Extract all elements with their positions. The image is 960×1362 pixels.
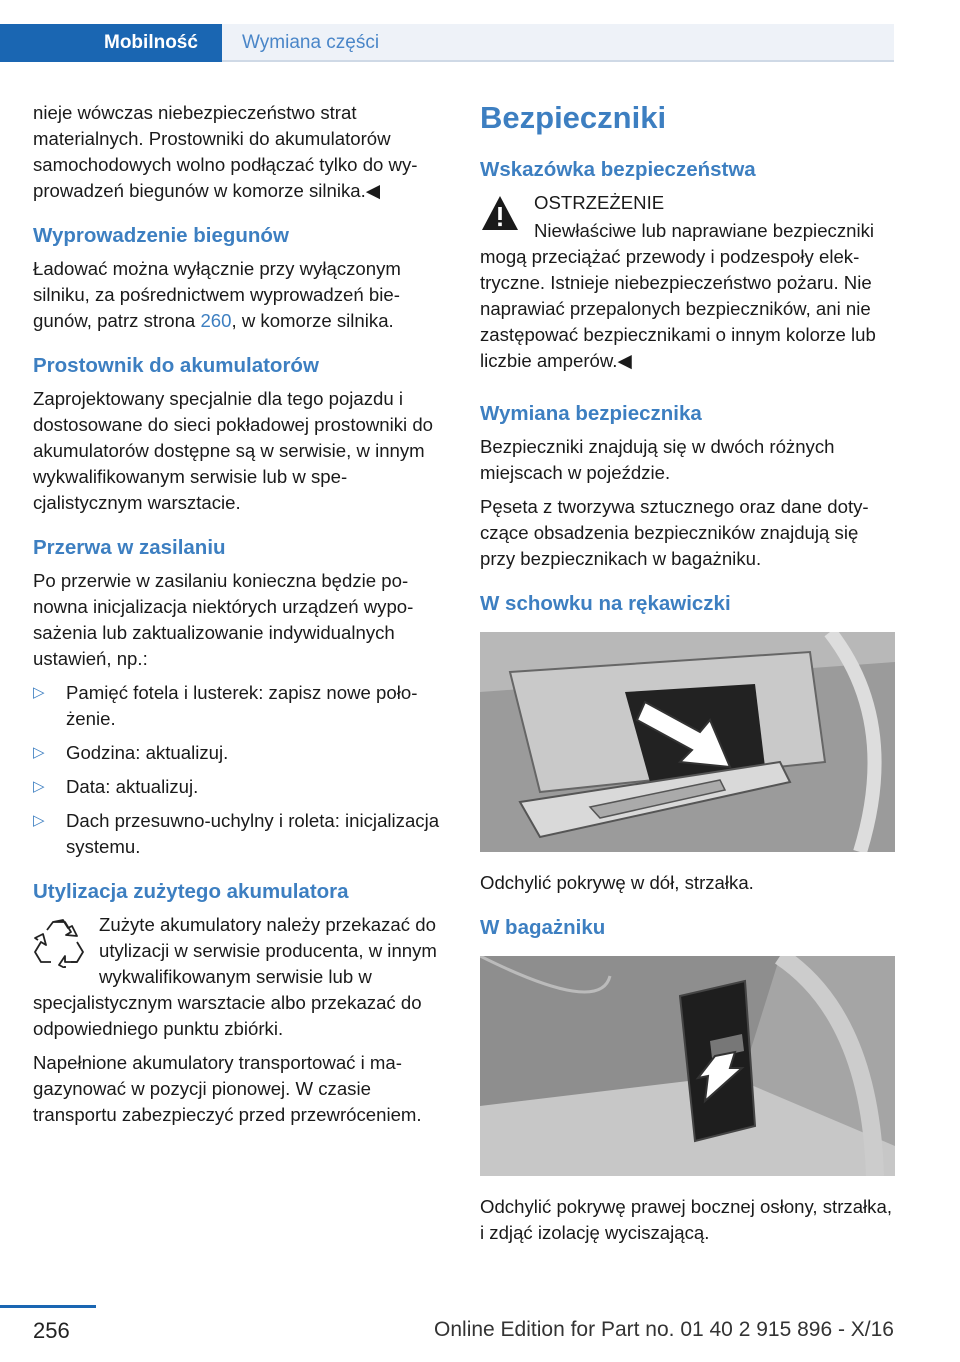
glovebox-caption: Odchylić pokrywę w dół, strzałka.	[480, 872, 754, 893]
disposal-paragraph: Zużyte akumulatory należy przekazać do utylizacji w serwisie producenta, w innym wykwalifikowanym serwisie lub w specjalistycznym warsztacie albo przekazać do odpowiedniego punktu zbiórki.	[33, 914, 437, 1039]
heading-glovebox: W schowku na rękawiczki	[480, 592, 731, 615]
list-item	[33, 680, 448, 732]
heading-trunk: W bagażniku	[480, 916, 606, 939]
poles-paragraph	[33, 256, 448, 334]
list-item	[33, 774, 448, 800]
bullet-triangle-icon: ▷	[33, 812, 45, 829]
list-item	[33, 740, 448, 766]
page-link-260[interactable]: 260	[200, 310, 232, 331]
recycle-icon	[33, 916, 85, 968]
charger-paragraph: Zaprojektowany specjalnie dla tego pojazdu i dostosowane do sieci pokładowej prostowniki do akumulatorów dostępne są w serwisie, w innym wykwalifikowanym serwisie lub w specjalistycznym warsztacie.	[33, 388, 434, 513]
heading-poles: Wyprowadzenie biegunów	[33, 224, 289, 247]
bullet-triangle-icon: ▷	[33, 778, 45, 795]
poles-text-2: , w komorze silnika.	[231, 310, 394, 331]
list-item	[33, 808, 448, 860]
heading-safety-note: Wskazówka bezpieczeństwa	[480, 158, 756, 181]
trunk-caption: Odchylić pokrywę prawej bocznej osłony, strzałka, i zdjąć izolację wyciszającą.	[480, 1196, 892, 1243]
glovebox-photo	[480, 632, 895, 852]
header-divider	[222, 60, 894, 62]
left-column	[33, 100, 448, 1136]
list-item-text: Godzina: aktualizuj.	[66, 742, 229, 763]
heading-disposal: Utylizacja zużytego akumulatora	[33, 880, 349, 903]
edition-footer: Online Edition for Part no. 01 40 2 915 896 - X/16	[434, 1318, 894, 1341]
power-paragraph: Po przerwie w zasilaniu konieczna będzie ponowna inicjalizacja niektórych urządzeń wyposażenia lub zaktualizowanie indywidualnych ustawień, np.:	[33, 570, 414, 669]
settings-list	[33, 680, 448, 860]
page-number: 256	[33, 1318, 70, 1343]
header-section-tab: Mobilność	[0, 24, 222, 62]
glovebox-illustration	[480, 632, 895, 852]
warning-triangle-icon	[480, 194, 520, 232]
heading-charger: Prostownik do akumulatorów	[33, 354, 319, 377]
transport-paragraph: Napełnione akumulatory transportować i magazynować w pozycji pionowej. W czasie transportu zabezpieczyć przed przewróceniem.	[33, 1052, 422, 1125]
disposal-block	[33, 912, 448, 1042]
footer-accent-bar	[0, 1305, 96, 1308]
replace-paragraph-1: Bezpieczniki znajdują się w dwóch różnych miejscach w pojeździe.	[480, 436, 835, 483]
bullet-triangle-icon: ▷	[33, 684, 45, 701]
continued-paragraph: nieje wówczas niebezpieczeństwo strat materialnych. Prostowniki do akumulatorów samochodowych wolno podłączać tylko do wyprowadzeń biegunów w komorze silnika.◀	[33, 102, 418, 201]
list-item-text: Pamięć fotela i lusterek: zapisz nowe położenie.	[66, 682, 418, 729]
heading-fuses: Bezpieczniki	[480, 100, 667, 135]
heading-power-interruption: Przerwa w zasilaniu	[33, 536, 226, 559]
list-item-text: Dach przesuwno-uchylny i roleta: inicjalizacja systemu.	[66, 810, 440, 857]
warning-title: OSTRZEŻENIE	[534, 192, 665, 213]
list-item-text: Data: aktualizuj.	[66, 776, 199, 797]
poles-text-1: Ładować można wyłącznie przy wyłączonym silniku, za pośrednictwem wyprowadzeń biegunów, patrz strona	[33, 258, 401, 331]
trunk-illustration	[480, 956, 895, 1176]
heading-replace-fuse: Wymiana bezpiecznika	[480, 402, 702, 425]
right-column	[480, 98, 895, 1254]
warning-text: Niewłaściwe lub naprawiane bezpieczniki mogą przeciążać przewody i podzespoły elektryczne. Istnieje niebezpieczeństwo pożaru. Nie naprawiać przepalonych bezpieczników, ani nie zastępować bezpiecznikami o innym kolorze lub liczbie amperów.◀	[480, 220, 876, 371]
bullet-triangle-icon: ▷	[33, 744, 45, 761]
replace-paragraph-2: Pęseta z tworzywa sztucznego oraz dane dotyczące obsadzenia bezpieczników znajdują się przy bezpiecznikach w bagażniku.	[480, 496, 869, 569]
warning-block	[480, 190, 895, 382]
trunk-photo	[480, 956, 895, 1176]
header-chapter-tab: Wymiana części	[222, 24, 894, 62]
